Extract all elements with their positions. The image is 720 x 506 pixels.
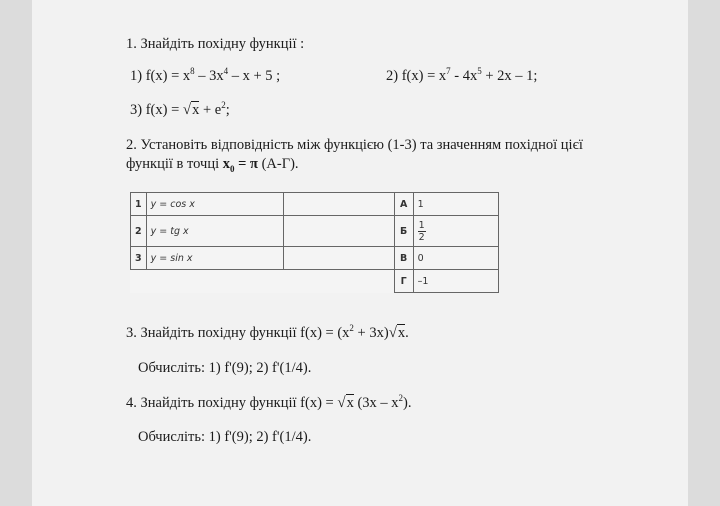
answer-letter: В (394, 247, 413, 270)
worksheet-page (32, 0, 688, 506)
function-formula: y = cos x (146, 193, 283, 216)
task4-title: 4. Знайдіть похідну функції f(x) = √x $(3x - x^2)$. (126, 393, 412, 411)
task1-title: 1. Знайдіть похідну функції : (126, 36, 305, 52)
matching-table (130, 192, 499, 293)
answer-value: –1 (413, 270, 498, 293)
task3-title: 3. Знайдіть похідну функції $f(x) = (x^2 + 3x)√x$. (126, 323, 409, 341)
left-margin (0, 0, 32, 506)
sqrt-sign: √ (182, 102, 192, 118)
right-margin (688, 0, 720, 506)
task4-calc: Обчисліть: 1) f'(9); 2) f'(1/4). (138, 429, 312, 445)
answer-letter: Г (394, 270, 413, 293)
answer-letter: Б (394, 216, 413, 247)
task2-line2: функції в точці $x_0 = \pi$ (А-Г). (126, 156, 299, 174)
function-number: 3 (131, 247, 147, 270)
task3-calc: Обчисліть: 1) f'(9); 2) f'(1/4). (138, 360, 312, 376)
sqrt-sign: √ (388, 325, 397, 341)
fraction: $\frac{1}{2}$ (418, 219, 425, 243)
answer-value: 1 (413, 193, 498, 216)
table-row (131, 193, 499, 216)
function-formula: y = tg x (146, 216, 283, 247)
table-row (131, 216, 499, 247)
task1-item2: 2) $f(x) = x^7 - 4x^5 + 2x - 1$; (386, 66, 538, 84)
task1-item3: 3) $f(x) = √x + e^2$; (130, 100, 230, 118)
task1-item1: 1) $f(x) = x^8 - 3x^4 - x + 5$ ; (130, 66, 281, 84)
table-row (131, 270, 499, 293)
function-formula: y = sin x (146, 247, 283, 270)
task2-line1: 2. Установіть відповідність між функцією (1-3) та значенням похідної цієї (126, 137, 583, 153)
sqrt-sign: √ (337, 395, 346, 411)
answer-letter: А (394, 193, 413, 216)
table-row (131, 247, 499, 270)
answer-value: 0 (413, 247, 498, 270)
function-number: 2 (131, 216, 147, 247)
function-number: 1 (131, 193, 147, 216)
answer-value (413, 216, 498, 247)
